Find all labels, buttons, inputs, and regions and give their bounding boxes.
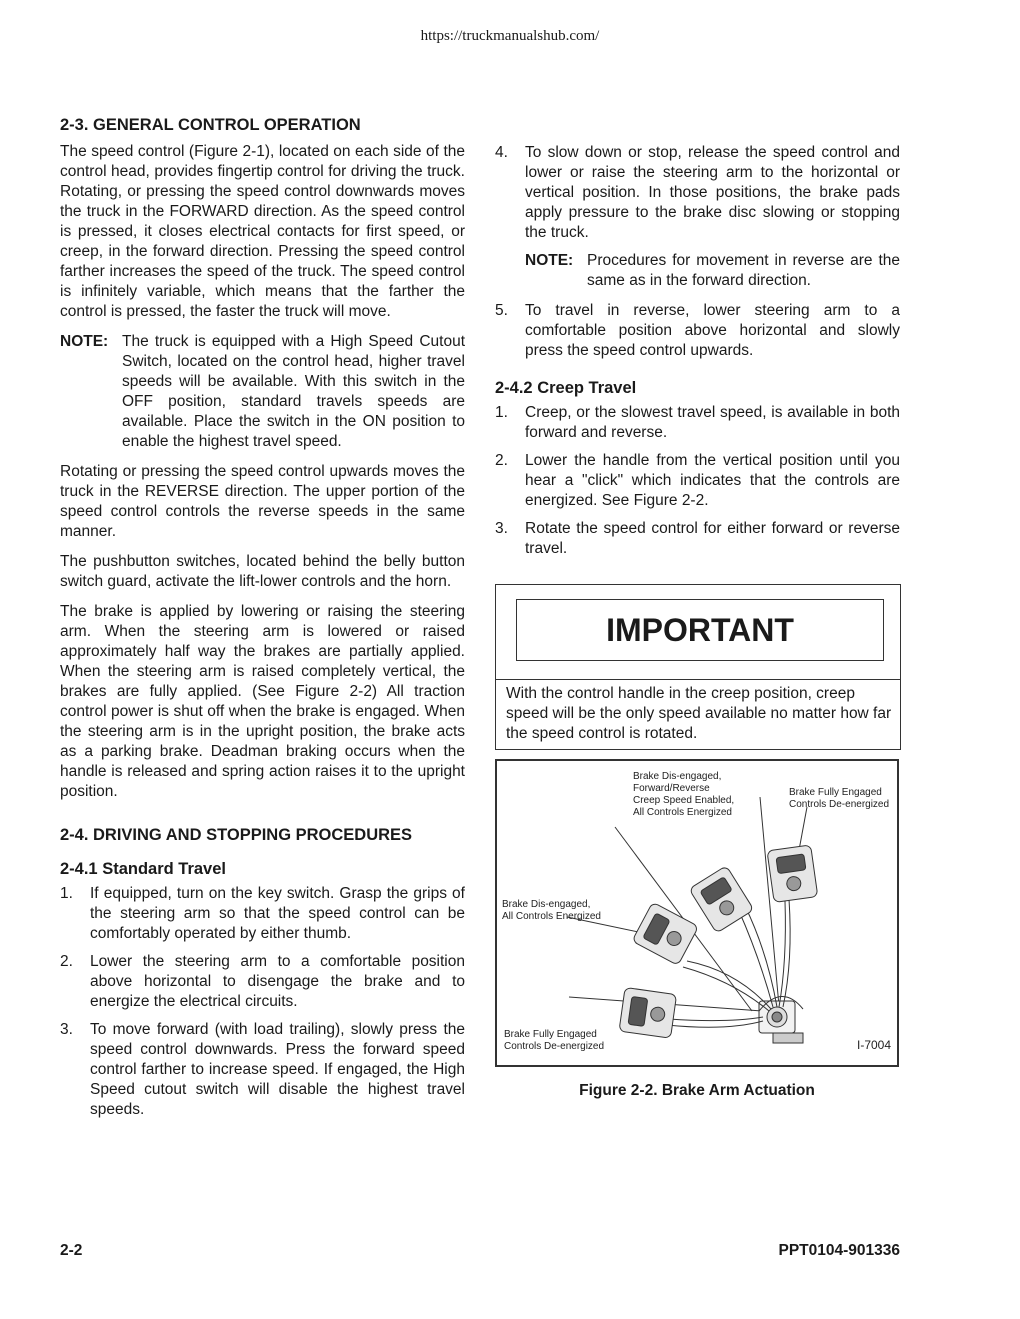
step-text: Lower the handle from the vertical position until you hear a "click" which indicates that the controls are energized. See Figure 2-2. xyxy=(525,452,900,509)
step-text: Lower the steering arm to a comfortable position above horizontal to disengage the brake and to energize the electrical circuits. xyxy=(90,953,465,1010)
label-line: Brake Dis-engaged, xyxy=(633,771,722,782)
step-text: Creep, or the slowest travel speed, is available in both forward and reverse. xyxy=(525,404,900,441)
paragraph-brake: The brake is applied by lowering or raising the steering arm. When the steering arm is lowered or raised approximately half way the brakes are partially applied. When the steering arm is raised completely vertical, the brakes are fully applied. (See Figure 2-2) All traction control power is shut off when the brake is engaged. When the steering arm is in the upright position, the brake acts as a parking brake. Deadman braking occurs when the handle is released and spring action raises it to the upright position. xyxy=(60,603,465,800)
figure-caption: Figure 2-2. Brake Arm Actuation xyxy=(579,1082,815,1099)
label-line: Controls De-energized xyxy=(504,1041,605,1052)
step-number: 2. xyxy=(60,953,73,970)
label-line: Brake Fully Engaged xyxy=(789,787,882,798)
note-text: Procedures for movement in reverse are the same as in the forward direction. xyxy=(587,252,900,289)
list-item xyxy=(495,519,900,559)
paragraph-pushbuttons: The pushbutton switches, located behind the belly button switch guard, activate the lift-lower controls and the horn. xyxy=(60,553,465,590)
label-creep-position xyxy=(633,771,734,819)
list-item xyxy=(495,451,900,511)
figure-id: I-7004 xyxy=(857,1038,892,1052)
label-line: Brake Dis-engaged, xyxy=(502,899,591,910)
label-line: Creep Speed Enabled, xyxy=(633,795,735,806)
list-item xyxy=(60,884,465,944)
note-high-speed-cutout xyxy=(60,332,465,452)
subsection-heading-2-4-2: 2-4.2 Creep Travel xyxy=(495,379,637,397)
subsection-heading-2-4-1: 2-4.1 Standard Travel xyxy=(60,860,226,878)
right-column xyxy=(495,143,900,567)
standard-travel-steps-continued xyxy=(495,143,900,243)
page-number: 2-2 xyxy=(60,1242,83,1259)
divider xyxy=(496,679,900,680)
step-text: Rotate the speed control for either forward or reverse travel. xyxy=(525,520,900,557)
step-number: 3. xyxy=(60,1021,73,1038)
list-item xyxy=(60,1020,465,1120)
important-title: IMPORTANT xyxy=(516,599,884,661)
step-number: 2. xyxy=(495,452,508,469)
label-line: Brake Fully Engaged xyxy=(504,1029,597,1040)
important-box xyxy=(495,584,901,750)
list-item xyxy=(495,143,900,243)
step-text: To move forward (with load trailing), slowly press the speed control downwards. Press the forward speed control farther to increase speed. If engaged, the High Speed cutout switch will disable the highest travel speeds. xyxy=(90,1021,465,1118)
note-label: NOTE: xyxy=(60,333,109,350)
step-text: If equipped, turn on the key switch. Grasp the grips of the steering arm so that the speed control can be comfortably operated by either thumb. xyxy=(90,885,465,942)
step-number: 1. xyxy=(60,885,73,902)
paragraph-speed-control: The speed control (Figure 2-1), located on each side of the control head, provides fingertip control for driving the truck. Rotating, or pressing the speed control downwards moves the truck in the FORWARD direction. As the speed control is pressed, it closes electrical contacts for first speed, or creep, in the forward direction. Pressing the speed control farther increases the speed of the truck. The speed control is infinitely variable, which means that the farther the control is pressed, the faster the truck will move. xyxy=(60,143,465,320)
important-text: With the control handle in the creep position, creep speed will be the only speed available no matter how far the speed control is rotated. xyxy=(506,685,892,742)
note-text: The truck is equipped with a High Speed Cutout Switch, located on the control head, higher travel speeds will be available. With this switch in the OFF position, standard travels speeds are available. Place the switch in the ON position to enable the highest travel speed. xyxy=(122,333,465,450)
note-label: NOTE: xyxy=(525,252,574,269)
step-text: To slow down or stop, release the speed control and lower or raise the steering arm to the horizontal or vertical position. In those positions, the brake pads apply pressure to the brake disc slowing or stopping the truck. xyxy=(525,144,900,241)
step-number: 1. xyxy=(495,404,508,421)
document-number: PPT0104-901336 xyxy=(778,1242,900,1259)
paragraph-reverse: Rotating or pressing the speed control upwards moves the truck in the REVERSE direction. The upper portion of the speed control controls the reverse speeds in the same manner. xyxy=(60,463,465,540)
label-line: All Controls Energized xyxy=(633,807,732,818)
source-url: https://truckmanualshub.com/ xyxy=(420,28,600,44)
standard-travel-steps-continued-2 xyxy=(495,301,900,361)
section-heading-2-4: 2-4. DRIVING AND STOPPING PROCEDURES xyxy=(60,826,413,844)
label-line: Forward/Reverse xyxy=(633,783,710,794)
note-reverse xyxy=(525,251,900,291)
label-operating-position xyxy=(502,899,601,923)
step-text: To travel in reverse, lower steering arm to a comfortable position above horizontal and slowly press the speed control upwards. xyxy=(525,302,900,359)
label-line: All Controls Energized xyxy=(502,911,601,922)
list-item xyxy=(495,301,900,361)
step-number: 5. xyxy=(495,302,508,319)
step-number: 4. xyxy=(495,144,508,161)
list-item xyxy=(495,403,900,443)
label-vertical-position xyxy=(789,787,889,811)
standard-travel-steps xyxy=(60,884,465,1120)
creep-travel-steps xyxy=(495,403,900,559)
brake-arm-figure xyxy=(495,759,899,1067)
list-item xyxy=(60,952,465,1012)
label-horizontal-position xyxy=(504,1029,604,1053)
left-column xyxy=(60,114,465,1128)
step-number: 3. xyxy=(495,520,508,537)
label-line: Controls De-energized xyxy=(789,799,890,810)
section-heading-2-3: 2-3. GENERAL CONTROL OPERATION xyxy=(60,116,361,134)
